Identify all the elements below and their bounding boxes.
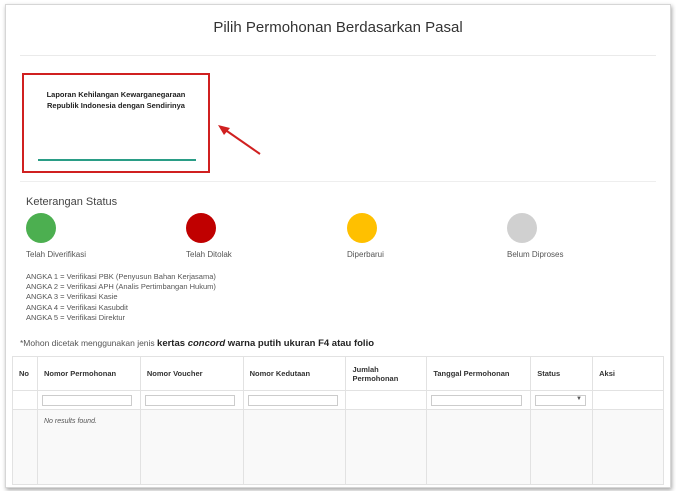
filter-cell: [13, 391, 38, 410]
status-label: Telah Ditolak: [186, 250, 232, 259]
table-cell: [37, 410, 140, 485]
note-line: ANGKA 5 = Verifikasi Direktur: [26, 312, 125, 322]
filter-nomor-kedutaan-input[interactable]: [248, 395, 338, 406]
arrow-annotation-icon: [216, 123, 266, 159]
status-unprocessed: [507, 213, 647, 259]
note-line: ANGKA 3 = Verifikasi Kasie: [26, 292, 118, 302]
filter-cell: [427, 391, 531, 410]
table-header-row: [13, 357, 664, 391]
status-updated: [347, 213, 487, 259]
filter-cell: [243, 391, 346, 410]
filter-row: [13, 391, 664, 410]
notice-italic: concord: [187, 338, 226, 349]
green-circle-icon: [26, 213, 56, 243]
col-header-no[interactable]: No: [13, 357, 38, 391]
chevron-down-icon: ▼: [576, 395, 582, 402]
col-header-jumlah-permohonan[interactable]: Jumlah Permohonan: [346, 357, 427, 391]
empty-message: No results found.: [43, 418, 97, 425]
note-line: ANGKA 2 = Verifikasi APH (Analis Pertimbangan Hukum): [26, 282, 216, 292]
col-header-nomor-permohonan[interactable]: Nomor Permohonan: [37, 357, 140, 391]
filter-cell: [346, 391, 427, 410]
status-label: Diperbarui: [347, 250, 384, 259]
note-line: ANGKA 1 = Verifikasi PBK (Penyusun Bahan Kerjasama): [26, 272, 216, 281]
notice-bold-rest: warna putih ukuran F4 atau folio: [225, 338, 375, 349]
card-underline: [38, 159, 196, 161]
col-header-tanggal-permohonan[interactable]: Tanggal Permohonan: [427, 357, 531, 391]
notice-prefix: *Mohon dicetak menggunakan jenis: [20, 338, 158, 348]
page-title: Pilih Permohonan Berdasarkan Pasal: [213, 19, 463, 36]
table-cell: [13, 410, 38, 485]
page-frame: [5, 4, 671, 488]
divider: [20, 55, 656, 56]
col-header-status[interactable]: Status: [531, 357, 593, 391]
filter-cell: [37, 391, 140, 410]
table-cell: [243, 410, 346, 485]
divider: [20, 181, 656, 182]
col-header-nomor-voucher[interactable]: Nomor Voucher: [140, 357, 243, 391]
permohonan-card[interactable]: [22, 73, 210, 173]
print-notice: [20, 338, 374, 349]
table-cell: [427, 410, 531, 485]
yellow-circle-icon: [347, 213, 377, 243]
table-cell: [346, 410, 427, 485]
filter-cell: [140, 391, 243, 410]
status-verified: [26, 213, 166, 259]
table-cell: [531, 410, 593, 485]
status-label: Belum Diproses: [507, 250, 564, 259]
notice-bold: kertas: [157, 338, 188, 349]
red-circle-icon: [186, 213, 216, 243]
status-label: Telah Diverifikasi: [26, 250, 87, 259]
permohonan-table: [12, 356, 664, 485]
col-header-aksi: Aksi: [593, 357, 664, 391]
filter-cell: [531, 391, 593, 410]
filter-tanggal-permohonan-input[interactable]: [431, 395, 522, 406]
card-label: Laporan Kehilangan Kewarganegaraan Republik Indonesia dengan Sendirinya: [46, 90, 186, 110]
verification-notes: [26, 272, 216, 323]
filter-cell: [593, 391, 664, 410]
table-row: [13, 410, 664, 485]
filter-status-select[interactable]: [535, 395, 586, 406]
filter-nomor-voucher-input[interactable]: [145, 395, 235, 406]
status-heading: Keterangan Status: [26, 196, 118, 208]
note-line: ANGKA 4 = Verifikasi Kasubdit: [26, 302, 128, 312]
table-cell: [593, 410, 664, 485]
table-cell: [140, 410, 243, 485]
filter-nomor-permohonan-input[interactable]: [42, 395, 132, 406]
col-header-nomor-kedutaan[interactable]: Nomor Kedutaan: [243, 357, 346, 391]
gray-circle-icon: [507, 213, 537, 243]
status-rejected: [186, 213, 326, 259]
